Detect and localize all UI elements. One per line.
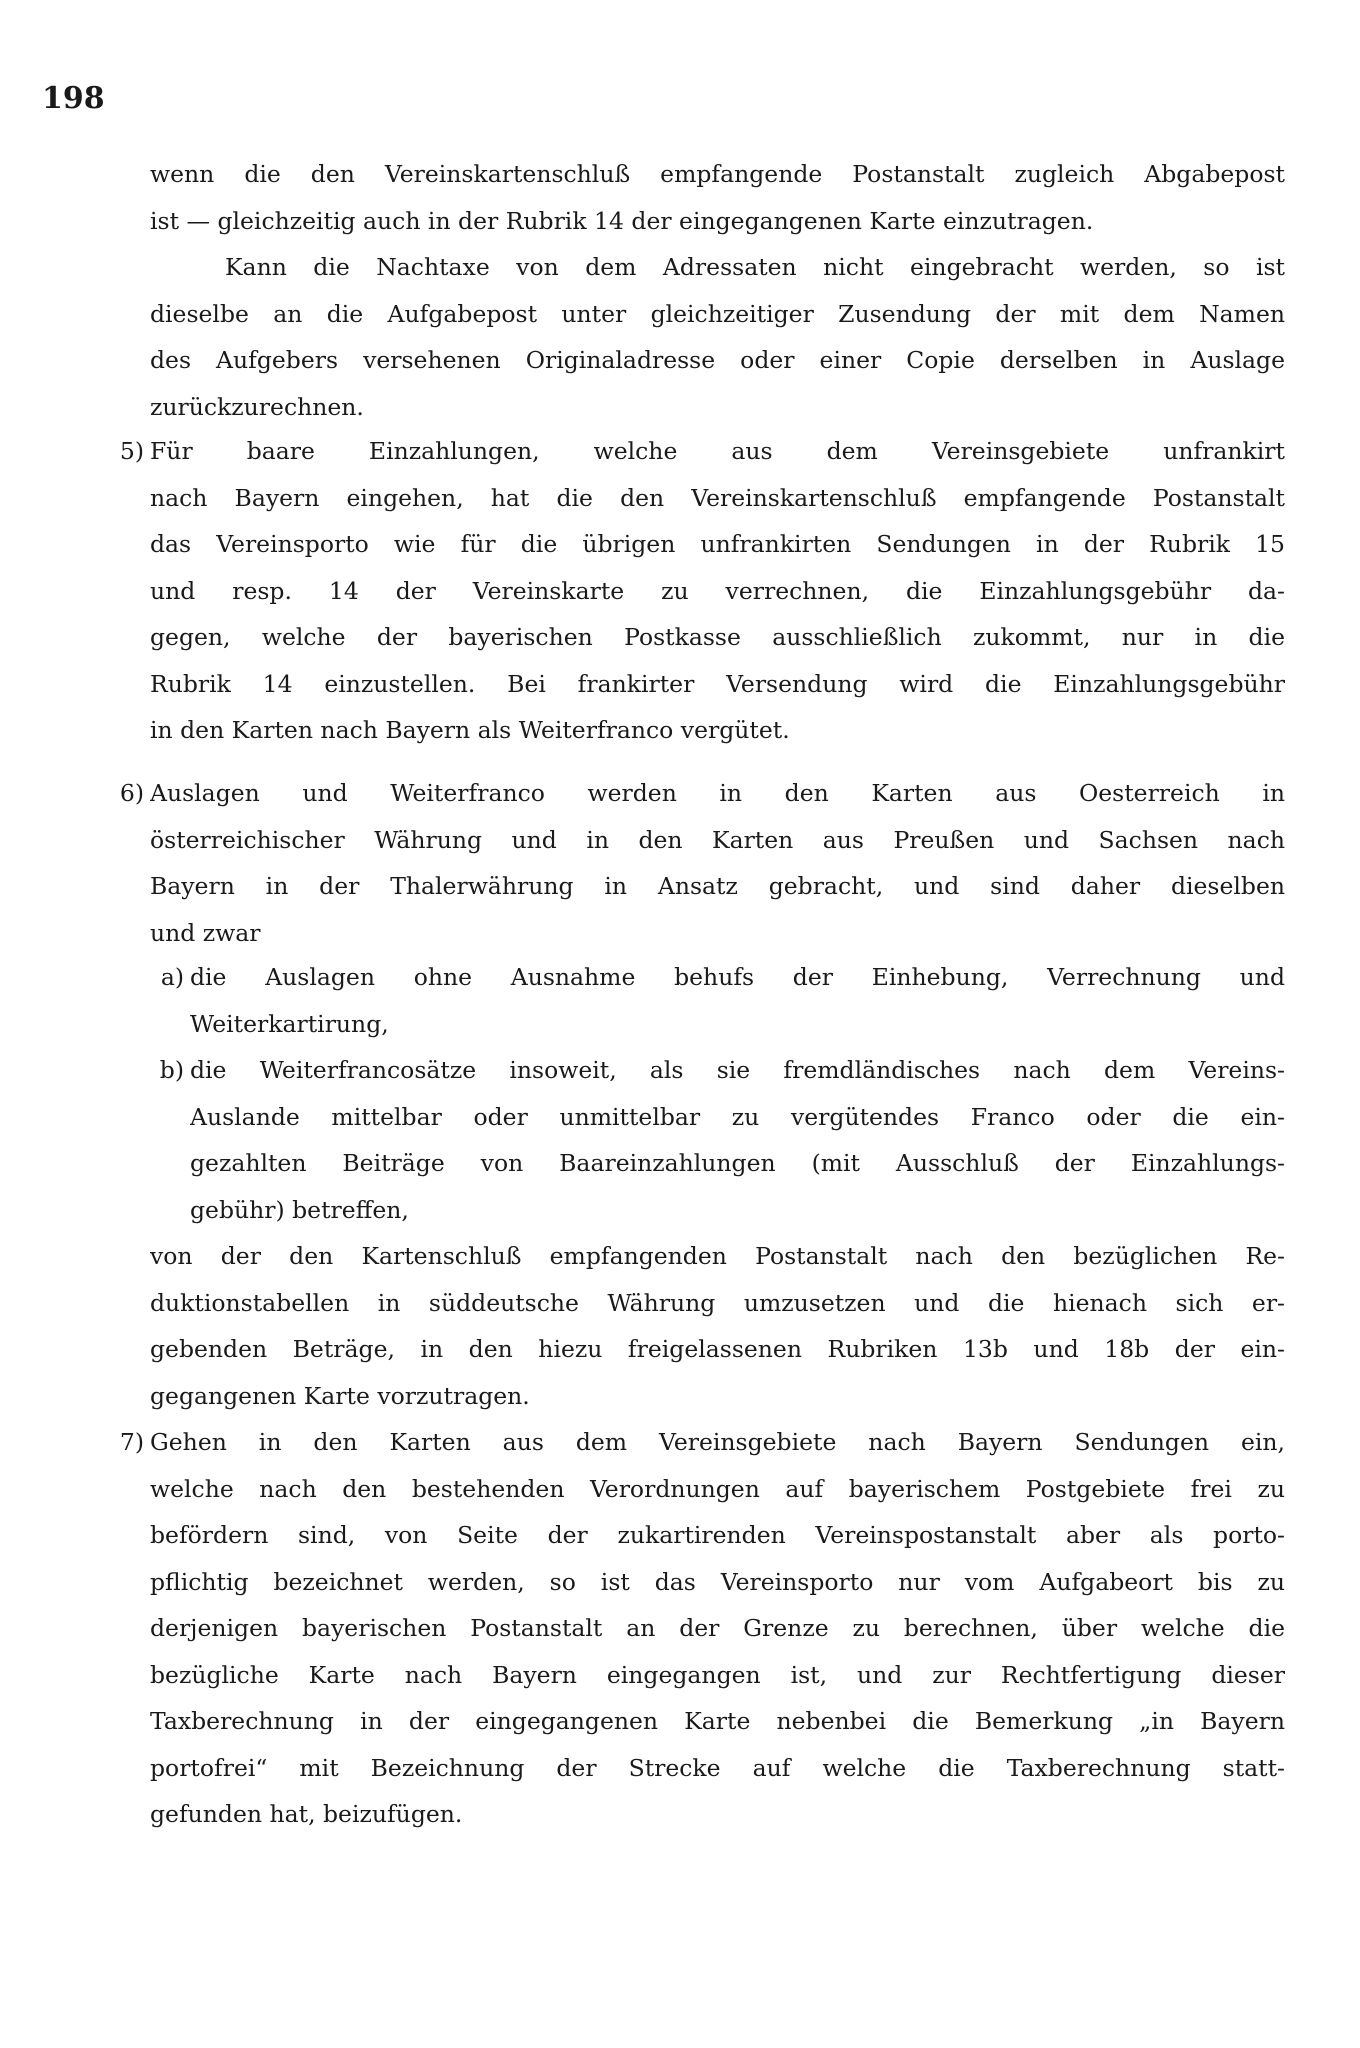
- text-line: des Aufgebers versehenen Originaladresse oder einer Copie derselben in Auslage: [150, 346, 1285, 374]
- text-line: Kann die Nachtaxe von dem Adressaten nicht eingebracht werden, so ist: [225, 253, 1285, 281]
- text-line: bezügliche Karte nach Bayern eingegangen ist, und zur Rechtfertigung dieser: [150, 1660, 1285, 1689]
- text-line: österreichischer Währung und in den Karten aus Preußen und Sachsen nach: [150, 825, 1285, 854]
- text-line: gegangenen Karte vorzutragen.: [150, 1381, 530, 1410]
- text-line: Für baare Einzahlungen, welche aus dem Vereinsgebiete unfrankirt: [150, 437, 1285, 465]
- intro-paragraph: [150, 244, 1285, 430]
- text-line: gegen, welche der bayerischen Postkasse ausschließlich zukommt, nur in die: [150, 623, 1285, 651]
- text-line: von der den Kartenschluß empfangenden Postanstalt nach den bezüglichen Re-: [150, 1242, 1285, 1270]
- sub-item-letter: a): [160, 963, 184, 991]
- text-line: und resp. 14 der Vereinskarte zu verrechnen, die Einzahlungsgebühr da-: [150, 576, 1285, 605]
- text-line: gebenden Beträge, in den hiezu freigelassenen Rubriken 13b und 18b der ein-: [150, 1335, 1285, 1363]
- text-line: Weiterkartirung,: [190, 1009, 389, 1038]
- text-line: nach Bayern eingehen, hat die den Vereinskartenschluß empfangende Postanstalt: [150, 483, 1285, 512]
- text-line: gebühr) betreffen,: [190, 1195, 409, 1224]
- text-line: Taxberechnung in der eingegangenen Karte nebenbei die Bemerkung „in Bayern: [150, 1707, 1285, 1735]
- item-6-closing: [150, 1233, 1285, 1419]
- text-line: befördern sind, von Seite der zukartirenden Vereinspostanstalt aber als porto-: [150, 1521, 1285, 1549]
- item-number: 5): [119, 437, 144, 465]
- text-line: welche nach den bestehenden Verordnungen auf bayerischem Postgebiete frei zu: [150, 1474, 1285, 1503]
- sub-item-a: [160, 954, 1285, 1047]
- list-item-6: [119, 770, 1285, 956]
- item-number: 7): [119, 1428, 144, 1456]
- text-line: und zwar: [150, 918, 261, 947]
- sub-item-letter: b): [159, 1056, 184, 1084]
- page-number: 198: [42, 81, 105, 116]
- text-line: pflichtig bezeichnet werden, so ist das Vereinsporto nur vom Aufgabeort bis zu: [150, 1567, 1285, 1596]
- text-line: die Weiterfrancosätze insoweit, als sie fremdländisches nach dem Vereins-: [190, 1056, 1285, 1084]
- text-line: gefunden hat, beizufügen.: [150, 1800, 463, 1828]
- text-line: portofrei“ mit Bezeichnung der Strecke auf welche die Taxberechnung statt-: [150, 1753, 1285, 1782]
- text-line: das Vereinsporto wie für die übrigen unfrankirten Sendungen in der Rubrik 15: [150, 530, 1285, 558]
- list-item-5: [119, 428, 1285, 754]
- text-line: Bayern in der Thalerwährung in Ansatz gebracht, und sind daher dieselben: [150, 872, 1285, 900]
- text-line: Auslande mittelbar oder unmittelbar zu vergütendes Franco oder die ein-: [190, 1102, 1285, 1131]
- text-line: wenn die den Vereinskartenschluß empfangende Postanstalt zugleich Abgabepost: [150, 160, 1285, 188]
- text-line: Rubrik 14 einzustellen. Bei frankirter Versendung wird die Einzahlungsgebühr: [150, 669, 1285, 698]
- text-line: Auslagen und Weiterfranco werden in den Karten aus Oesterreich in: [150, 779, 1285, 807]
- sub-item-b: [159, 1047, 1285, 1233]
- text-line: derjenigen bayerischen Postanstalt an der Grenze zu berechnen, über welche die: [150, 1614, 1285, 1642]
- text-line: in den Karten nach Bayern als Weiterfranco vergütet.: [150, 716, 790, 744]
- list-item-7: [119, 1419, 1285, 1838]
- text-line: zurückzurechnen.: [150, 392, 364, 421]
- item-number: 6): [119, 779, 144, 807]
- text-line: dieselbe an die Aufgabepost unter gleichzeitiger Zusendung der mit dem Namen: [150, 299, 1285, 328]
- text-line: Gehen in den Karten aus dem Vereinsgebiete nach Bayern Sendungen ein,: [150, 1428, 1285, 1456]
- text-line: ist — gleichzeitig auch in der Rubrik 14 der eingegangenen Karte einzutragen.: [150, 206, 1094, 235]
- text-line: gezahlten Beiträge von Baareinzahlungen (mit Ausschluß der Einzahlungs-: [190, 1149, 1285, 1177]
- intro-continuation: [150, 151, 1285, 244]
- text-line: die Auslagen ohne Ausnahme behufs der Einhebung, Verrechnung und: [190, 963, 1285, 991]
- text-line: duktionstabellen in süddeutsche Währung umzusetzen und die hienach sich er-: [150, 1288, 1285, 1317]
